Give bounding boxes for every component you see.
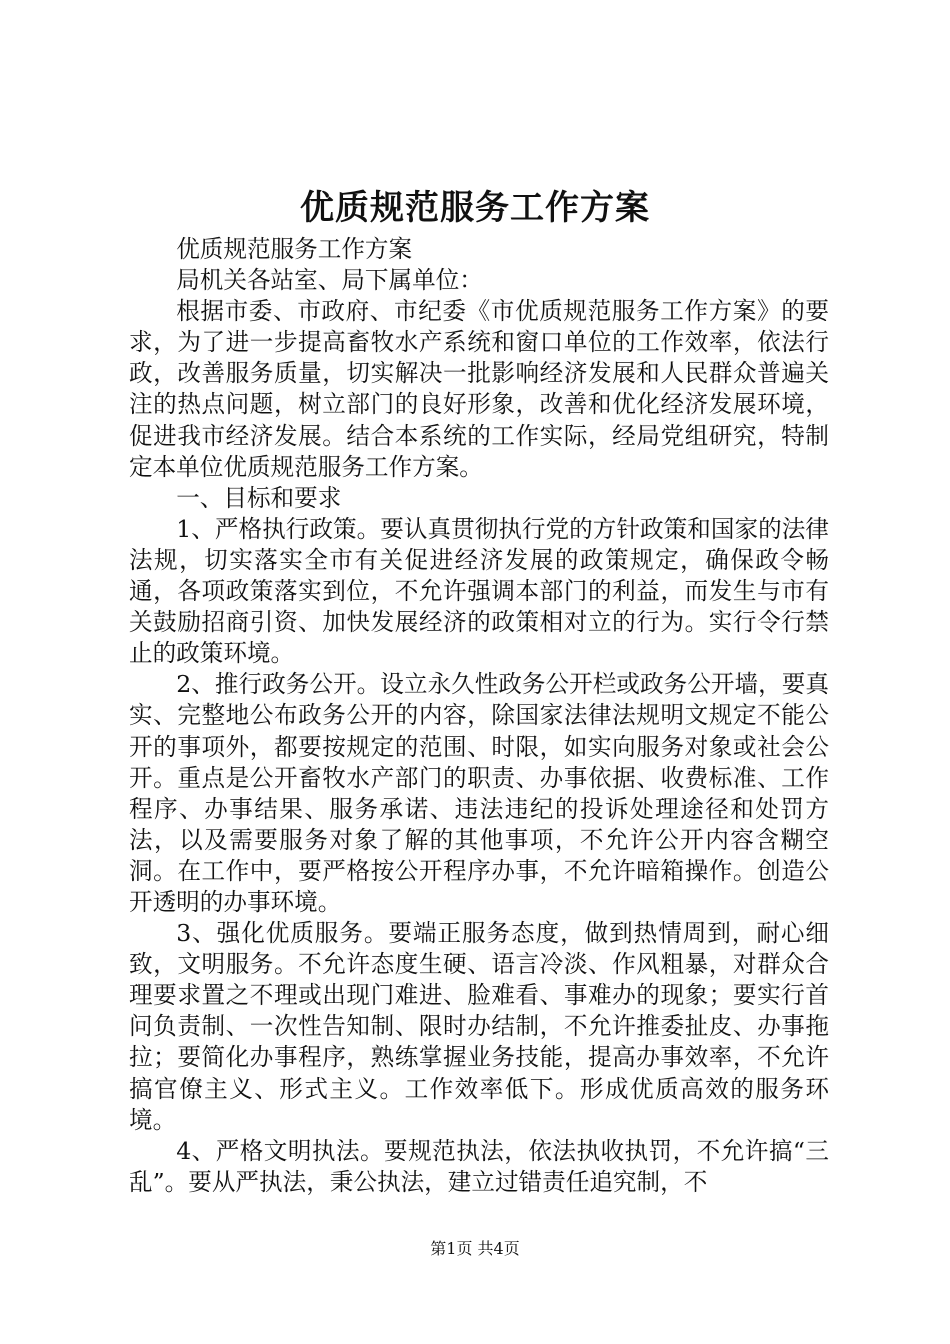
paragraph-salutation: 局机关各站室、局下属单位： — [176, 266, 483, 295]
document-title: 优质规范服务工作方案 — [300, 188, 650, 228]
paragraph-item-2: 2、推行政务公开。设立永久性政务公开栏或政务公开墙，要真实、完整地公布政务公开的内容，除国家法律法规明文规定不能公开的事项外，都要按规定的范围、时限，如实向服务对象或社会公开。重点是公开畜牧水产部门的职责、办事依据、收费标准、工作程序、办事结果、服务承诺、违法违纪的投诉处理途径和处罚方法，以及需要服务对象了解的其他事项，不允许公开内容含糊空洞。在工作中，要严格按公开程序办事，不允许暗箱操作。创造公开透明的办事环境。 — [129, 670, 829, 916]
paragraph-item-1: 1、严格执行政策。要认真贯彻执行党的方针政策和国家的法律法规，切实落实全市有关促进经济发展的政策规定，确保政令畅通，各项政策落实到位，不允许强调本部门的利益，而发生与市有关鼓励招商引资、加快发展经济的政策相对立的行为。实行令行禁止的政策环境。 — [129, 514, 829, 668]
paragraph-item-4: 4、严格文明执法。要规范执法，依法执收执罚，不允许搞“三乱”。要从严执法，秉公执法，建立过错责任追究制，不 — [129, 1136, 829, 1196]
page-number-footer: 第1页 共4页 — [430, 1239, 520, 1258]
document-body — [129, 234, 829, 1198]
paragraph-intro: 根据市委、市政府、市纪委《市优质规范服务工作方案》的要求，为了进一步提高畜牧水产系统和窗口单位的工作效率，依法行政，改善服务质量，切实解决一批影响经济发展和人民群众普遍关注的热点问题，树立部门的良好形象，改善和优化经济发展环境，促进我市经济发展。结合本系统的工作实际，经局党组研究，特制定本单位优质规范服务工作方案。 — [129, 297, 829, 481]
section-heading-goals: 一、目标和要求 — [176, 483, 342, 512]
paragraph-item-3: 3、强化优质服务。要端正服务态度，做到热情周到，耐心细致，文明服务。不允许态度生硬、语言冷淡、作风粗暴，对群众合理要求置之不理或出现门难进、脸难看、事难办的现象；要实行首问负责制、一次性告知制、限时办结制，不允许推委扯皮、办事拖拉；要简化办事程序，熟练掌握业务技能，提高办事效率，不允许搞官僚主义、形式主义。工作效率低下。形成优质高效的服务环境。 — [129, 919, 829, 1134]
paragraph-subtitle: 优质规范服务工作方案 — [176, 235, 413, 263]
